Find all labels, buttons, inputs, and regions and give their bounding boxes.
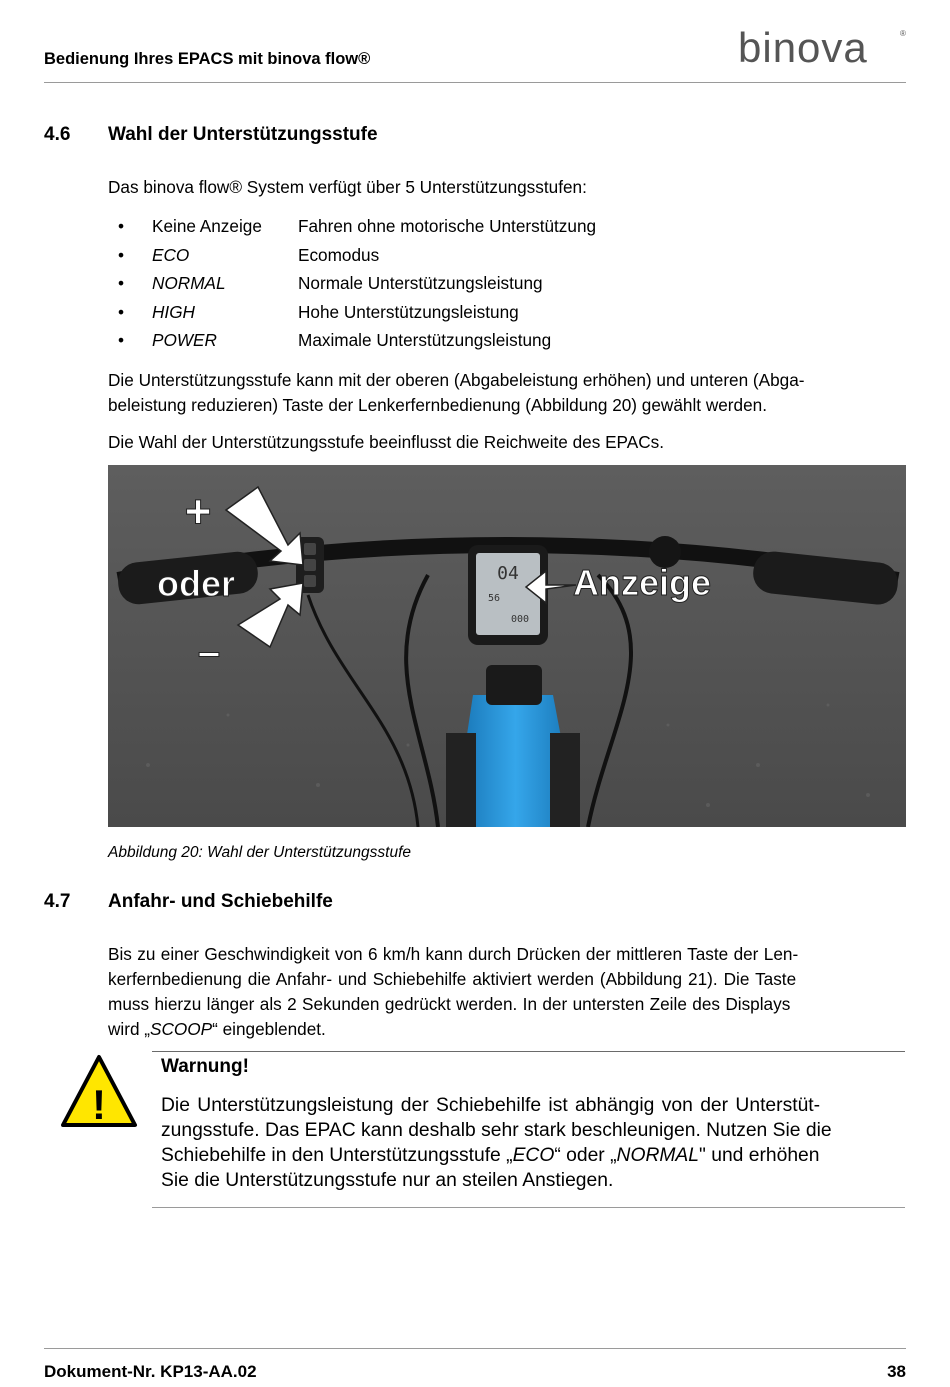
support-level-description: Normale Unterstützungsleistung xyxy=(298,273,543,293)
warning-top-rule xyxy=(152,1051,905,1052)
svg-text:®: ® xyxy=(900,29,906,38)
document-number: Dokument-Nr. KP13-AA.02 xyxy=(44,1362,257,1381)
support-level-description: Ecomodus xyxy=(298,245,380,265)
bullet-icon: • xyxy=(118,273,125,293)
svg-text:56: 56 xyxy=(487,593,501,604)
svg-text:Anzeige: Anzeige xyxy=(572,562,712,603)
section-intro: Das binova flow® System verfügt über 5 Unterstützungsstufen: xyxy=(108,177,587,197)
svg-text:000: 000 xyxy=(510,614,530,625)
bullet-icon: • xyxy=(118,216,125,236)
header-rule xyxy=(44,82,906,83)
paragraph-line: kerfernbedienung die Anfahr- und Schiebehilfe aktiviert werden (Abbildung 21). Die Taste xyxy=(108,969,797,989)
paragraph-line: Die Wahl der Unterstützungsstufe beeinflusst die Reichweite des EPACs. xyxy=(108,432,664,452)
figure-caption: Abbildung 20: Wahl der Unterstützungsstufe xyxy=(108,844,412,861)
paragraph-line: Die Unterstützungsstufe kann mit der oberen (Abgabeleistung erhöhen) und unteren (Abga- xyxy=(108,370,805,390)
warning-line: Sie die Unterstützungsstufe nur an steilen Anstiegen. xyxy=(161,1170,614,1191)
warning-icon xyxy=(60,1053,138,1131)
warning-title: Warnung! xyxy=(161,1056,249,1077)
support-level-term: ECO xyxy=(152,245,190,265)
support-level-description: Maximale Unterstützungsleistung xyxy=(298,330,552,350)
support-level-description: Fahren ohne motorische Unterstützung xyxy=(298,216,597,236)
paragraph-line: beleistung reduzieren) Taste der Lenkerfernbedienung (Abbildung 20) gewählt werden. xyxy=(108,395,767,415)
support-level-term: POWER xyxy=(152,330,217,350)
svg-text:binova: binova xyxy=(738,26,868,70)
warning-text xyxy=(161,1093,897,1193)
bullet-icon: • xyxy=(118,330,125,350)
warning-line: Die Unterstützungsleistung der Schiebehilfe ist abhängig von der Unterstüt- xyxy=(161,1095,821,1116)
handlebar-photo xyxy=(108,465,906,827)
binova-logo xyxy=(736,26,908,70)
support-level-term: HIGH xyxy=(152,302,195,322)
svg-text:!: ! xyxy=(92,1081,106,1128)
support-level-term: Keine Anzeige xyxy=(152,216,262,236)
section-number: 4.7 xyxy=(44,891,71,912)
bullet-icon: • xyxy=(118,302,125,322)
footer-rule xyxy=(44,1348,906,1349)
svg-text:04: 04 xyxy=(497,563,519,584)
warning-line: Schiebehilfe in den Unterstützungsstufe „ECO“ oder „NORMAL" und erhöhen xyxy=(161,1145,820,1166)
bullet-icon: • xyxy=(118,245,125,265)
paragraph-line: wird „SCOOP“ eingeblendet. xyxy=(108,1019,326,1039)
section-number: 4.6 xyxy=(44,124,71,145)
section-title: Wahl der Unterstützungsstufe xyxy=(108,124,378,145)
svg-text:+: + xyxy=(184,485,212,537)
section-title: Anfahr- und Schiebehilfe xyxy=(108,891,333,912)
warning-line: zungsstufe. Das EPAC kann deshalb sehr stark beschleunigen. Nutzen Sie die xyxy=(161,1120,832,1141)
warning-bottom-rule xyxy=(152,1207,905,1208)
svg-text:–: – xyxy=(197,630,221,674)
document-header-title: Bedienung Ihres EPACS mit binova flow® xyxy=(44,50,371,68)
page-number: 38 xyxy=(887,1362,906,1381)
paragraph-line: Bis zu einer Geschwindigkeit von 6 km/h kann durch Drücken der mittleren Taste der Len- xyxy=(108,944,799,964)
support-level-term: NORMAL xyxy=(152,273,226,293)
svg-text:oder: oder xyxy=(156,563,236,604)
support-level-description: Hohe Unterstützungsleistung xyxy=(298,302,519,322)
paragraph-line: muss hierzu länger als 2 Sekunden gedrückt werden. In der untersten Zeile des Displays xyxy=(108,994,791,1014)
